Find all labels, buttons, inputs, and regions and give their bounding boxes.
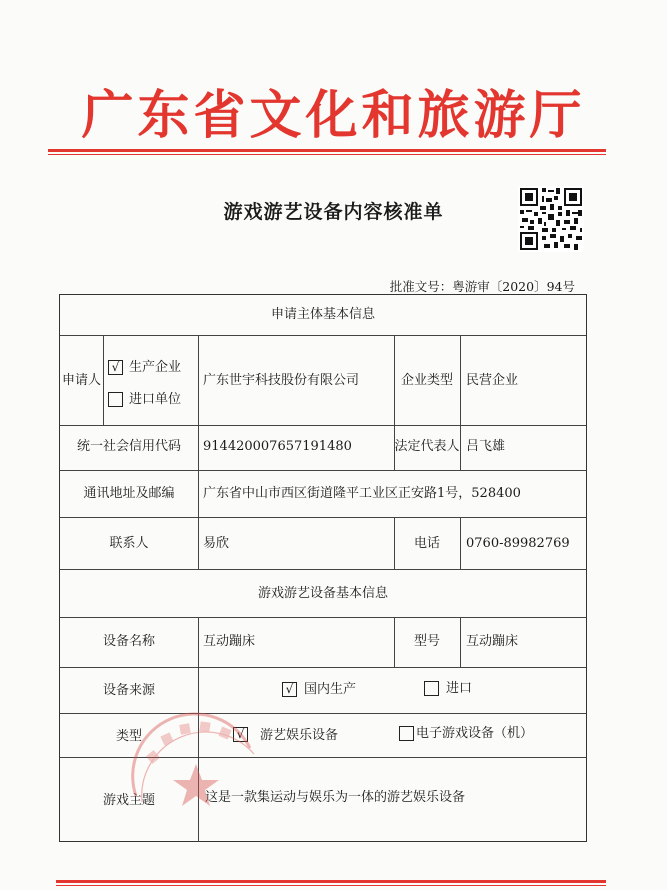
footer-rule-thin <box>56 885 606 886</box>
credit-code-value: 914420007657191480 <box>203 439 352 454</box>
legal-rep-value: 吕飞雄 <box>466 439 506 454</box>
game-theme-value: 这是一款集运动与娱乐为一体的游艺娱乐设备 <box>205 790 466 805</box>
header-rule-thin <box>48 154 606 155</box>
credit-code-label: 统一社会信用代码 <box>76 439 181 454</box>
phone-value: 0760-89982769 <box>466 536 570 551</box>
company-type-label: 企业类型 <box>400 373 453 388</box>
device-name-label: 设备名称 <box>102 634 155 649</box>
device-type-label: 类型 <box>115 729 142 744</box>
qr-code-icon <box>518 186 584 252</box>
official-seal-icon <box>118 686 268 816</box>
header-rule-thick <box>48 149 606 152</box>
checkbox-import[interactable] <box>424 681 439 696</box>
address-value: 广东省中山市西区街道隆平工业区正安路1号，528400 <box>203 486 521 501</box>
game-theme-label: 游戏主题 <box>102 793 155 808</box>
checkbox-domestic[interactable]: √ <box>282 682 297 697</box>
model-value: 互动蹦床 <box>466 634 519 649</box>
checkbox-importer[interactable] <box>108 392 123 407</box>
option-manufacturer-label: 生产企业 <box>129 360 182 375</box>
applicant-section-header: 申请主体基本信息 <box>270 307 375 322</box>
issuing-authority-title: 广东省文化和旅游厅 <box>81 85 586 146</box>
legal-rep-label: 法定代表人 <box>394 439 460 454</box>
document-title: 游戏游艺设备内容核准单 <box>223 201 444 223</box>
option-amusement-label: 游艺娱乐设备 <box>260 728 339 743</box>
footer-rule-thick <box>56 880 606 883</box>
applicant-name: 广东世宇科技股份有限公司 <box>203 373 360 388</box>
option-domestic-label: 国内生产 <box>304 682 357 697</box>
contact-label: 联系人 <box>109 536 149 551</box>
device-section-header: 游戏游艺设备基本信息 <box>257 586 388 601</box>
option-electronic-game-label: 电子游戏设备（机） <box>416 726 534 741</box>
model-label: 型号 <box>413 634 440 649</box>
company-type-value: 民营企业 <box>466 373 519 388</box>
approval-number: 批准文号：粤游审〔2020〕94号 <box>389 279 575 294</box>
option-importer-label: 进口单位 <box>129 392 182 407</box>
option-import-label: 进口 <box>446 681 473 696</box>
contact-value: 易欣 <box>203 536 230 551</box>
applicant-label: 申请人 <box>61 373 101 388</box>
checkbox-electronic-game[interactable] <box>399 726 414 741</box>
phone-label: 电话 <box>413 536 440 551</box>
device-name-value: 互动蹦床 <box>203 634 256 649</box>
checkbox-manufacturer[interactable]: √ <box>108 360 123 375</box>
checkbox-amusement[interactable]: √ <box>233 727 248 742</box>
device-source-label: 设备来源 <box>102 683 155 698</box>
address-label: 通讯地址及邮编 <box>83 486 175 501</box>
